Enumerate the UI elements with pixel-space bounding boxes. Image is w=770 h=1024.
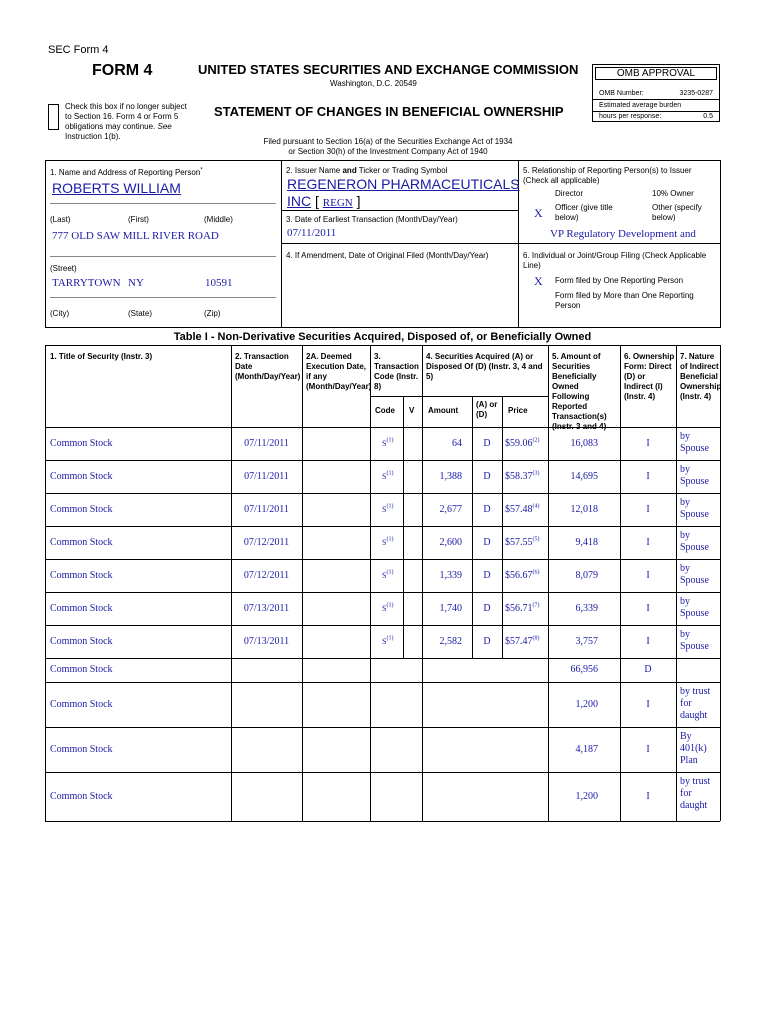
row-security-title: Common Stock <box>50 504 113 515</box>
row-amount-owned: 16,083 <box>570 438 598 449</box>
row-ownership-form: I <box>646 699 650 710</box>
row-nature-ownership: by Spouse <box>680 629 709 652</box>
city-label: (City) <box>50 309 70 318</box>
officer-option: Officer (give title below) <box>555 203 613 222</box>
officer-check-mark: X <box>534 206 543 220</box>
more-persons-option: Form filed by More than One Reporting Person <box>555 291 694 310</box>
filing-label: 6. Individual or Joint/Group Filing (Check Applicable Line) <box>523 251 707 270</box>
statement-title: STATEMENT OF CHANGES IN BENEFICIAL OWNERSHIP <box>214 104 564 119</box>
row-transaction-code: $S^{(1)}$ <box>382 602 394 613</box>
omb-title: OMB APPROVAL <box>595 67 717 80</box>
row-nature-ownership: by Spouse <box>680 464 709 487</box>
row-divider <box>45 460 720 461</box>
state-value: NY <box>128 277 144 289</box>
row-a-or-d: D <box>483 504 491 515</box>
row-amount-owned: 3,757 <box>575 636 598 647</box>
row-amount: 1,339 <box>439 570 462 581</box>
middle-label: (Middle) <box>204 215 233 224</box>
row-transaction-date: 07/13/2011 <box>243 636 290 647</box>
row-amount-owned: 4,187 <box>575 744 598 755</box>
row-ownership-form: D <box>644 664 652 675</box>
reporting-person-name[interactable]: ROBERTS WILLIAM <box>52 180 181 196</box>
row-ownership-form: I <box>646 636 650 647</box>
col-transaction-code: 3. Transaction Code (Instr. 8) <box>374 352 419 391</box>
row-a-or-d: D <box>483 471 491 482</box>
state-label: (State) <box>128 309 153 318</box>
row-security-title: Common Stock <box>50 664 113 675</box>
row-price: $58.37$^{(3)}$ <box>505 470 540 482</box>
col-title-security: 1. Title of Security (Instr. 3) <box>50 352 153 361</box>
row-price: $59.06$^{(2)}$ <box>505 437 540 449</box>
street-label: (Street) <box>50 264 77 273</box>
row-amount-owned: 14,695 <box>570 471 598 482</box>
omb-hours-value: 0.5 <box>703 113 713 120</box>
col-amount: Amount <box>428 406 459 415</box>
filing-check-mark: X <box>534 274 543 288</box>
col-amount-owned: 5. Amount of Securities Beneficially Owned Following Reported Transaction(s) (Instr. 3 and 4) <box>552 352 607 431</box>
row-nature-ownership: by Spouse <box>680 563 709 586</box>
row-divider <box>45 658 720 659</box>
row-a-or-d: D <box>483 570 491 581</box>
last-label: (Last) <box>50 215 71 224</box>
row-ownership-form: I <box>646 537 650 548</box>
zip-value: 10591 <box>205 277 233 289</box>
row-ownership-form: I <box>646 744 650 755</box>
row-transaction-code: $S^{(1)}$ <box>382 635 394 646</box>
row-price: $57.55$^{(5)}$ <box>505 536 540 548</box>
issuer-label: 2. Issuer Name and Ticker or Trading Symbol <box>286 166 448 175</box>
omb-hours-label: hours per response: <box>599 113 662 120</box>
row-amount: 1,388 <box>439 471 462 482</box>
row-amount-owned: 1,200 <box>575 699 598 710</box>
row-a-or-d: D <box>483 438 491 449</box>
row-amount-owned: 9,418 <box>575 537 598 548</box>
row-transaction-code: $S^{(1)}$ <box>382 536 394 547</box>
row-ownership-form: I <box>646 471 650 482</box>
col-deemed-date: 2A. Deemed Execution Date, if any (Month/Day/Year) <box>306 352 372 391</box>
row-transaction-code: $S^{(1)}$ <box>382 470 394 481</box>
row-nature-ownership: by Spouse <box>680 497 709 520</box>
row-transaction-date: 07/13/2011 <box>243 603 290 614</box>
ten-percent-option: 10% Owner <box>652 189 694 198</box>
row-price: $56.67$^{(6)}$ <box>505 569 540 581</box>
row-security-title: Common Stock <box>50 570 113 581</box>
omb-burden-label: Estimated average burden <box>599 102 682 109</box>
row-a-or-d: D <box>483 603 491 614</box>
agency-location: Washington, D.C. 20549 <box>330 79 417 88</box>
row-transaction-code: $S^{(1)}$ <box>382 503 394 514</box>
row-ownership-form: I <box>646 603 650 614</box>
col-v: V <box>409 406 415 415</box>
row-a-or-d: D <box>483 636 491 647</box>
row-nature-ownership: by Spouse <box>680 530 709 553</box>
row-amount: 2,600 <box>439 537 462 548</box>
col-nature-ownership: 7. Nature of Indirect Beneficial Ownership (Instr. 4) <box>680 352 722 401</box>
checkbox-instructions: Check this box if no longer subject to Section 16. Form 4 or Form 5 obligations may continue. See Instruction 1(b). <box>65 102 187 141</box>
row-divider <box>45 772 720 773</box>
row-divider <box>45 493 720 494</box>
one-person-option: Form filed by One Reporting Person <box>555 276 684 285</box>
row-nature-ownership: By 401(k) Plan <box>680 731 707 766</box>
row-amount-owned: 66,956 <box>570 664 598 675</box>
table-title: Table I - Non-Derivative Securities Acquired, Disposed of, or Beneficially Owned <box>173 331 592 343</box>
relationship-label: 5. Relationship of Reporting Person(s) to Issuer (Check all applicable) <box>523 166 692 185</box>
zip-label: (Zip) <box>204 309 221 318</box>
omb-number-value: 3235-0287 <box>679 90 713 97</box>
row-nature-ownership: by trust for daught <box>680 776 711 811</box>
row-amount-owned: 8,079 <box>575 570 598 581</box>
row-transaction-code: $S^{(1)}$ <box>382 569 394 580</box>
sec-form-label: SEC Form 4 <box>48 44 109 56</box>
reporting-person-label: 1. Name and Address of Reporting Person* <box>50 167 203 177</box>
row-divider <box>45 592 720 593</box>
issuer-name[interactable]: REGENERON PHARMACEUTICALS INC [ REGN ] <box>287 176 520 209</box>
row-amount: 1,740 <box>439 603 462 614</box>
row-divider <box>45 526 720 527</box>
other-option: Other (specify below) <box>652 203 702 222</box>
earliest-date-label: 3. Date of Earliest Transaction (Month/Day/Year) <box>286 215 458 224</box>
street-value: 777 OLD SAW MILL RIVER ROAD <box>52 230 219 242</box>
agency-title: UNITED STATES SECURITIES AND EXCHANGE COMMISSION <box>198 62 579 77</box>
col-price: Price <box>508 406 528 415</box>
row-price: $57.48$^{(4)}$ <box>505 503 540 515</box>
row-security-title: Common Stock <box>50 699 113 710</box>
no-longer-subject-checkbox[interactable] <box>48 104 59 130</box>
row-amount-owned: 1,200 <box>575 791 598 802</box>
row-security-title: Common Stock <box>50 471 113 482</box>
row-amount-owned: 12,018 <box>570 504 598 515</box>
row-security-title: Common Stock <box>50 537 113 548</box>
omb-number-label: OMB Number: <box>599 90 644 97</box>
row-ownership-form: I <box>646 438 650 449</box>
row-security-title: Common Stock <box>50 744 113 755</box>
row-ownership-form: I <box>646 570 650 581</box>
earliest-date-value: 07/11/2011 <box>287 227 337 239</box>
row-nature-ownership: by trust for daught <box>680 686 711 721</box>
row-divider <box>45 727 720 728</box>
row-amount: 2,677 <box>439 504 462 515</box>
director-option: Director <box>555 189 584 198</box>
row-security-title: Common Stock <box>50 791 113 802</box>
row-price: $56.71$^{(7)}$ <box>505 602 540 614</box>
officer-title: VP Regulatory Development and <box>550 228 696 240</box>
amendment-label: 4. If Amendment, Date of Original Filed (Month/Day/Year) <box>286 251 489 260</box>
form-title: FORM 4 <box>92 62 153 79</box>
row-amount: 2,582 <box>439 636 462 647</box>
row-transaction-date: 07/12/2011 <box>243 537 290 548</box>
col-a-or-d: (A) or (D) <box>476 400 498 419</box>
row-transaction-date: 07/11/2011 <box>244 471 289 482</box>
filed-pursuant: Filed pursuant to Section 16(a) of the Securities Exchange Act of 1934 or Section 30(h) of the Investment Company Act of 1940 <box>263 137 513 156</box>
row-divider <box>45 821 720 822</box>
omb-approval-box <box>592 64 720 122</box>
row-a-or-d: D <box>483 537 491 548</box>
row-amount-owned: 6,339 <box>575 603 598 614</box>
row-transaction-date: 07/11/2011 <box>244 504 289 515</box>
row-security-title: Common Stock <box>50 603 113 614</box>
row-nature-ownership: by Spouse <box>680 596 709 619</box>
city-value: TARRYTOWN <box>52 277 121 289</box>
row-transaction-date: 07/11/2011 <box>244 438 289 449</box>
first-label: (First) <box>128 215 149 224</box>
col-code: Code <box>375 406 395 415</box>
row-transaction-date: 07/12/2011 <box>243 570 290 581</box>
row-security-title: Common Stock <box>50 438 113 449</box>
row-ownership-form: I <box>646 791 650 802</box>
row-price: $57.47$^{(8)}$ <box>505 635 540 647</box>
row-divider <box>45 559 720 560</box>
row-amount: 64 <box>452 438 462 449</box>
row-ownership-form: I <box>646 504 650 515</box>
row-transaction-code: $S^{(1)}$ <box>382 437 394 448</box>
ticker-symbol[interactable]: REGN <box>322 197 353 209</box>
col-securities-acquired: 4. Securities Acquired (A) or Disposed Of (D) (Instr. 3, 4 and 5) <box>426 352 543 381</box>
col-ownership-form: 6. Ownership Form: Direct (D) or Indirect (I) (Instr. 4) <box>624 352 675 401</box>
col-transaction-date: 2. Transaction Date (Month/Day/Year) <box>235 352 301 381</box>
row-security-title: Common Stock <box>50 636 113 647</box>
row-divider <box>45 682 720 683</box>
row-nature-ownership: by Spouse <box>680 431 709 454</box>
row-divider <box>45 625 720 626</box>
